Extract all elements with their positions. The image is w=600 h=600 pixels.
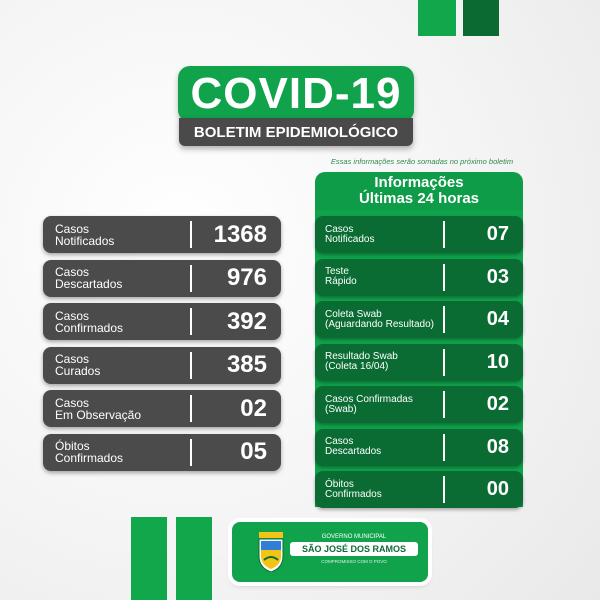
last24-divider — [443, 264, 445, 291]
last24-label: Teste Rápido — [325, 266, 357, 287]
stat-label: Casos Curados — [55, 352, 101, 378]
stat-row-obitos — [43, 434, 281, 471]
last24-label: Coleta Swab (Aguardando Resultado) — [325, 308, 434, 330]
last24-row-teste-rapido — [315, 259, 523, 296]
stat-label: Casos Confirmados — [55, 308, 124, 335]
last24-value: 03 — [486, 265, 509, 288]
stat-value: 976 — [226, 264, 267, 291]
last24-divider — [443, 391, 445, 418]
stat-value: 05 — [240, 438, 267, 465]
last24-value: 02 — [486, 393, 509, 415]
last24-title-line1: Informações — [374, 174, 464, 191]
stat-label: Óbitos Confirmados — [55, 439, 124, 465]
last24-row-notificados — [315, 216, 523, 253]
last24-divider — [443, 306, 445, 333]
last24-value: 08 — [486, 435, 509, 458]
stat-row-confirmados — [43, 303, 281, 340]
stat-divider — [190, 439, 192, 466]
stat-row-curados — [43, 347, 281, 384]
totals-list — [43, 216, 281, 477]
last24-divider — [443, 349, 445, 376]
last24-divider — [443, 434, 445, 461]
stat-divider — [190, 221, 192, 248]
municipal-crest-icon — [256, 532, 286, 572]
government-label: GOVERNO MUNICIPAL — [321, 534, 387, 540]
last24-list — [315, 216, 523, 514]
last24-label: Resultado Swab (Coleta 16/04) — [325, 351, 398, 372]
title-banner — [178, 66, 414, 122]
stat-row-notificados — [43, 216, 281, 253]
stat-value: 02 — [240, 394, 267, 422]
last24-value: 10 — [486, 350, 509, 373]
stat-divider — [190, 308, 192, 335]
last24-label: Óbitos Confirmados — [325, 478, 382, 500]
stat-divider — [190, 265, 192, 292]
stat-row-observacao — [43, 390, 281, 427]
stat-divider — [190, 395, 192, 422]
last24-row-confirmadas-swab — [315, 386, 523, 423]
page-title: COVID-19 — [190, 69, 402, 118]
last24-label: Casos Notificados — [325, 223, 375, 245]
stat-label: Casos Notificados — [55, 221, 115, 248]
decor-bar-left — [131, 517, 167, 600]
subtitle-banner — [179, 118, 413, 146]
stat-row-descartados — [43, 260, 281, 297]
last24-label: Casos Confirmadas (Swab) — [325, 393, 413, 415]
last24-row-coleta-swab — [315, 301, 523, 338]
last24-value: 07 — [486, 223, 509, 245]
stat-divider — [190, 352, 192, 379]
last24-row-descartados — [315, 429, 523, 466]
last24-row-obitos — [315, 471, 523, 508]
last24-header — [315, 172, 523, 210]
decor-square-dark-green — [463, 0, 499, 36]
stat-value: 1368 — [213, 220, 267, 248]
government-tagline: COMPROMISSO COM O POVO — [321, 559, 387, 564]
stat-label: Casos Descartados — [55, 265, 123, 291]
last24-title-line2: Últimas 24 horas — [358, 190, 480, 207]
decor-bar-right — [176, 517, 212, 600]
last24-value: 04 — [486, 308, 509, 330]
last24-divider — [443, 221, 445, 248]
page-subtitle: BOLETIM EPIDEMIOLÓGICO — [193, 123, 399, 141]
info-note: Essas informações serão somadas no próximo boletim — [330, 157, 514, 166]
stat-label: Casos Em Observação — [55, 395, 142, 422]
city-name: SÃO JOSÉ DOS RAMOS — [290, 542, 418, 556]
stat-value: 392 — [226, 307, 267, 335]
decor-square-green — [418, 0, 456, 36]
last24-divider — [443, 476, 445, 503]
last24-row-resultado-swab — [315, 344, 523, 381]
last24-label: Casos Descartados — [325, 436, 382, 457]
last24-value: 00 — [486, 478, 509, 500]
stat-value: 385 — [226, 351, 267, 378]
